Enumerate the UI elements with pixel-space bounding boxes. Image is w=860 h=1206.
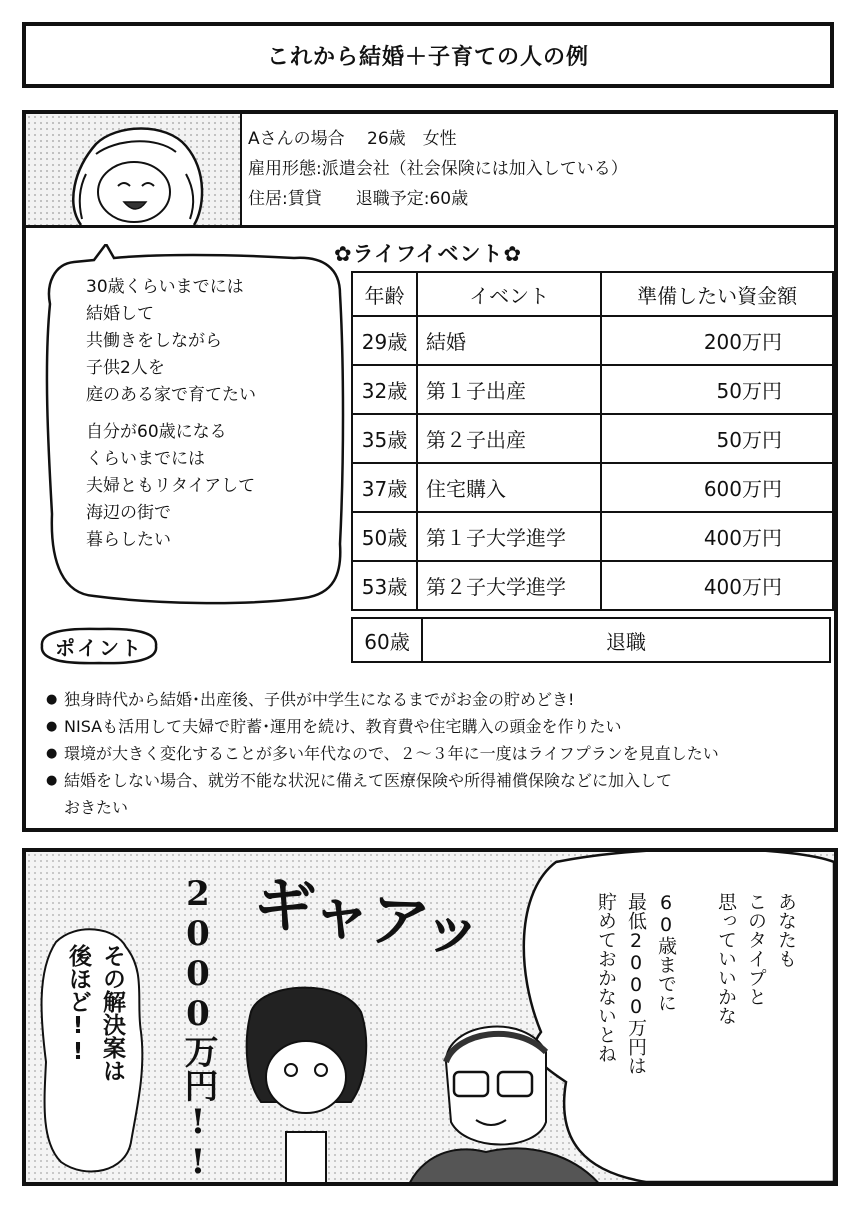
cell-event: 第１子出産 [417,365,601,414]
cell-amount: 400万円 [601,512,833,561]
point-list [46,686,826,821]
cell-amount: 50万円 [601,365,833,414]
wish-line: 自分が60歳になる [86,422,227,442]
speech-line: 貯めておかないとね [595,892,617,1063]
speech-text [591,892,801,1186]
table-header-row [352,272,833,316]
wish-line: 海辺の街で [86,503,171,523]
point-item: ● NISAも活用して夫婦で貯蓄･運用を続け、教育費や住宅購入の頭金を作りたい [46,713,826,740]
cell-amount: 400万円 [601,561,833,610]
speech-line: あなたも [775,892,797,968]
cell-age: 53歳 [352,561,417,610]
point-item: ● 結婚をしない場合、就労不能な状況に備えて医療保険や所得補償保険などに加入して [46,767,826,794]
cell-age: 29歳 [352,316,417,365]
table-row [352,414,833,463]
header-amount: 準備したい資金額 [601,272,833,316]
cell-event: 住宅購入 [417,463,601,512]
point-label: ポイント [55,635,143,660]
retirement-label: 退職 [606,629,646,654]
profile-name-age: Aさんの場合 26歳 女性 [248,129,457,149]
header-age: 年齢 [352,272,417,316]
table-row [352,463,833,512]
header-event: イベント [417,272,601,316]
profile-employment: 雇用形態:派遣会社（社会保険には加入している） [248,159,628,179]
table-row [352,316,833,365]
man-with-glasses [406,1002,606,1186]
amount-text: 2000万円!! [178,874,218,1182]
caption-line: 後ほど!! [65,944,91,1065]
wish-line: くらいまでには [86,449,205,469]
life-event-title: ✿ライフイベント✿ [334,242,523,266]
page-title: これから結婚＋子育ての人の例 [22,22,834,88]
cell-event: 第２子大学進学 [417,561,601,610]
speech-line: 60歳までに [655,892,677,1012]
table-row [352,561,833,610]
life-event-table [351,271,834,611]
woman-portrait [26,114,242,225]
speech-line: 思っていいかな [715,892,737,1025]
point-badge [34,624,164,668]
caption-line: その解決案は [99,944,125,1082]
cell-age: 35歳 [352,414,417,463]
cell-event: 第１子大学進学 [417,512,601,561]
table-row [352,365,833,414]
wish-line: 庭のある家で育てたい [86,385,256,405]
comic-panel [22,848,838,1186]
caption-text [61,944,129,1174]
cell-age: 32歳 [352,365,417,414]
shocked-person [231,972,381,1186]
speech-line: 最低2000万円は [625,892,647,1075]
profile-text [248,124,628,214]
profile-housing: 住居:賃貸 退職予定:60歳 [248,189,469,209]
retirement-age: 60歳 [353,619,423,661]
wish-line: 夫婦ともリタイアして [86,476,256,496]
cell-event: 結婚 [417,316,601,365]
cell-age: 50歳 [352,512,417,561]
point-item: ● 独身時代から結婚･出産後、子供が中学生になるまでがお金の貯めどき! [46,686,826,713]
cell-amount: 600万円 [601,463,833,512]
wish-line: 暮らしたい [86,530,171,550]
point-item-continuation: おきたい [64,798,129,817]
cell-event: 第２子出産 [417,414,601,463]
wish-line: 子供2人を [86,358,165,378]
wish-line: 30歳くらいまでには [86,277,244,297]
cell-amount: 50万円 [601,414,833,463]
cell-amount: 200万円 [601,316,833,365]
info-panel [22,110,838,832]
flower-icon: ✿ [503,242,523,266]
profile-row [26,114,834,228]
scream-sfx: ギャアッ [249,867,485,969]
cell-age: 37歳 [352,463,417,512]
flower-icon: ✿ [334,242,353,266]
wish-text [86,274,256,554]
retirement-row [351,617,831,663]
table-row [352,512,833,561]
speech-line: このタイプと [745,892,767,1006]
wish-line: 結婚して [86,304,154,324]
wish-line: 共働きをしながら [86,331,222,351]
point-item: ● 環境が大きく変化することが多い年代なので、２〜３年に一度はライフプランを見直したい [46,740,826,767]
